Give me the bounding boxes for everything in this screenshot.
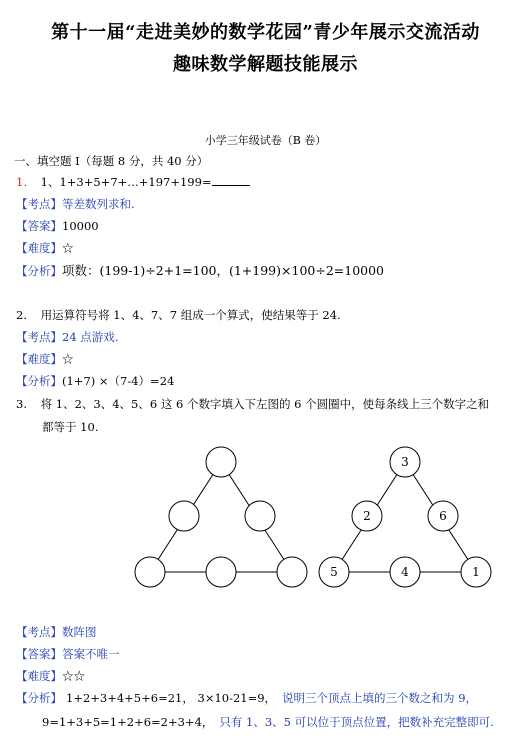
solved-num-bottom-left: 5 bbox=[330, 565, 338, 579]
q1-analysis bbox=[16, 261, 384, 279]
q1-row bbox=[16, 174, 250, 190]
analysis-text: 项数：(199-1)÷2+1=100，(1+199)×100÷2=10000 bbox=[62, 263, 385, 278]
blank-circle-top[interactable] bbox=[206, 447, 236, 477]
q3-answer bbox=[16, 646, 120, 662]
section-header: 一、填空题 I（每题 8 分，共 40 分） bbox=[14, 154, 209, 168]
solved-num-mid-left: 2 bbox=[363, 509, 371, 523]
answer-label: 【答案】 bbox=[16, 647, 62, 661]
q1-kaodian bbox=[16, 196, 135, 212]
difficulty-stars: ☆☆ bbox=[62, 669, 85, 683]
kaodian-label: 【考点】 bbox=[16, 625, 62, 639]
q2-row bbox=[16, 307, 341, 323]
q3-kaodian bbox=[16, 624, 97, 640]
analysis-label: 【分析】 bbox=[16, 691, 62, 705]
difficulty-label: 【难度】 bbox=[16, 241, 62, 255]
analysis-label: 【分析】 bbox=[16, 374, 62, 388]
solved-num-bottom-right: 1 bbox=[472, 565, 480, 579]
contest-title: 第十一届“走进美妙的数学花园”青少年展示交流活动 bbox=[51, 22, 480, 43]
kaodian-text: 数阵图 bbox=[62, 625, 97, 639]
q3-analysis-line1 bbox=[16, 690, 477, 706]
q3-text-line1: 将 1、2、3、4、5、6 这 6 个数字填入下左图的 6 个圆圈中，使每条线上三个数字之和 bbox=[40, 397, 490, 411]
q3-row bbox=[16, 396, 489, 412]
analysis-label: 【分析】 bbox=[16, 264, 62, 278]
answer-label: 【答案】 bbox=[16, 219, 62, 233]
difficulty-label: 【难度】 bbox=[16, 669, 62, 683]
kaodian-label: 【考点】 bbox=[16, 330, 62, 344]
difficulty-stars: ☆ bbox=[62, 241, 74, 255]
q3-number: 3. bbox=[16, 397, 27, 411]
solved-num-mid-right: 6 bbox=[439, 509, 447, 523]
blank-circle-bottom-left[interactable] bbox=[135, 557, 165, 587]
blank-circle-mid-left[interactable] bbox=[169, 501, 199, 531]
paper-subtitle: 小学三年级试卷（B 卷） bbox=[204, 134, 327, 147]
q2-number: 2. bbox=[16, 308, 27, 322]
kaodian-text: 等差数列求和. bbox=[62, 197, 135, 211]
answer-text: 10000 bbox=[62, 219, 99, 233]
answer-text: 答案不唯一 bbox=[62, 647, 120, 661]
q3-text-line2: 都等于 10. bbox=[42, 420, 99, 434]
analysis-math-1: 1+2+3+4+5+6=21， 3×10-21=9， bbox=[66, 691, 277, 705]
q1-difficulty bbox=[16, 240, 74, 256]
exam-title: 趣味数学解题技能展示 bbox=[173, 54, 358, 75]
q1-number: 1. bbox=[16, 175, 27, 189]
kaodian-label: 【考点】 bbox=[16, 197, 62, 211]
blank-circle-mid-right[interactable] bbox=[245, 501, 275, 531]
analysis-text: (1+7) ×（7-4）=24 bbox=[62, 374, 175, 388]
blank-circle-bottom-right[interactable] bbox=[277, 557, 307, 587]
q3-difficulty bbox=[16, 668, 85, 684]
difficulty-label: 【难度】 bbox=[16, 352, 62, 366]
q2-analysis bbox=[16, 373, 174, 389]
q2-kaodian bbox=[16, 329, 118, 345]
blank-circle-bottom-mid[interactable] bbox=[206, 557, 236, 587]
solved-num-top: 3 bbox=[401, 455, 409, 469]
analysis-explain-2: 只有 1、3、5 可以位于顶点位置，把数补充完整即可. bbox=[219, 715, 494, 729]
difficulty-stars: ☆ bbox=[62, 352, 74, 366]
q1-answer-blank bbox=[212, 175, 250, 186]
q2-text: 用运算符号将 1、4、7、7 组成一个算式，使结果等于 24. bbox=[40, 308, 341, 322]
q2-difficulty bbox=[16, 351, 74, 367]
q1-text: 1、1+3+5+7+…+197+199= bbox=[40, 175, 212, 189]
triangle-diagrams bbox=[0, 440, 531, 600]
kaodian-text: 24 点游戏. bbox=[62, 330, 119, 344]
q1-answer bbox=[16, 218, 99, 234]
analysis-math-2: 9=1+3+5=1+2+6=2+3+4， bbox=[42, 715, 214, 729]
analysis-explain-1: 说明三个顶点上填的三个数之和为 9， bbox=[282, 691, 478, 705]
solved-num-bottom-mid: 4 bbox=[401, 565, 409, 579]
q3-analysis-line2 bbox=[42, 714, 494, 730]
